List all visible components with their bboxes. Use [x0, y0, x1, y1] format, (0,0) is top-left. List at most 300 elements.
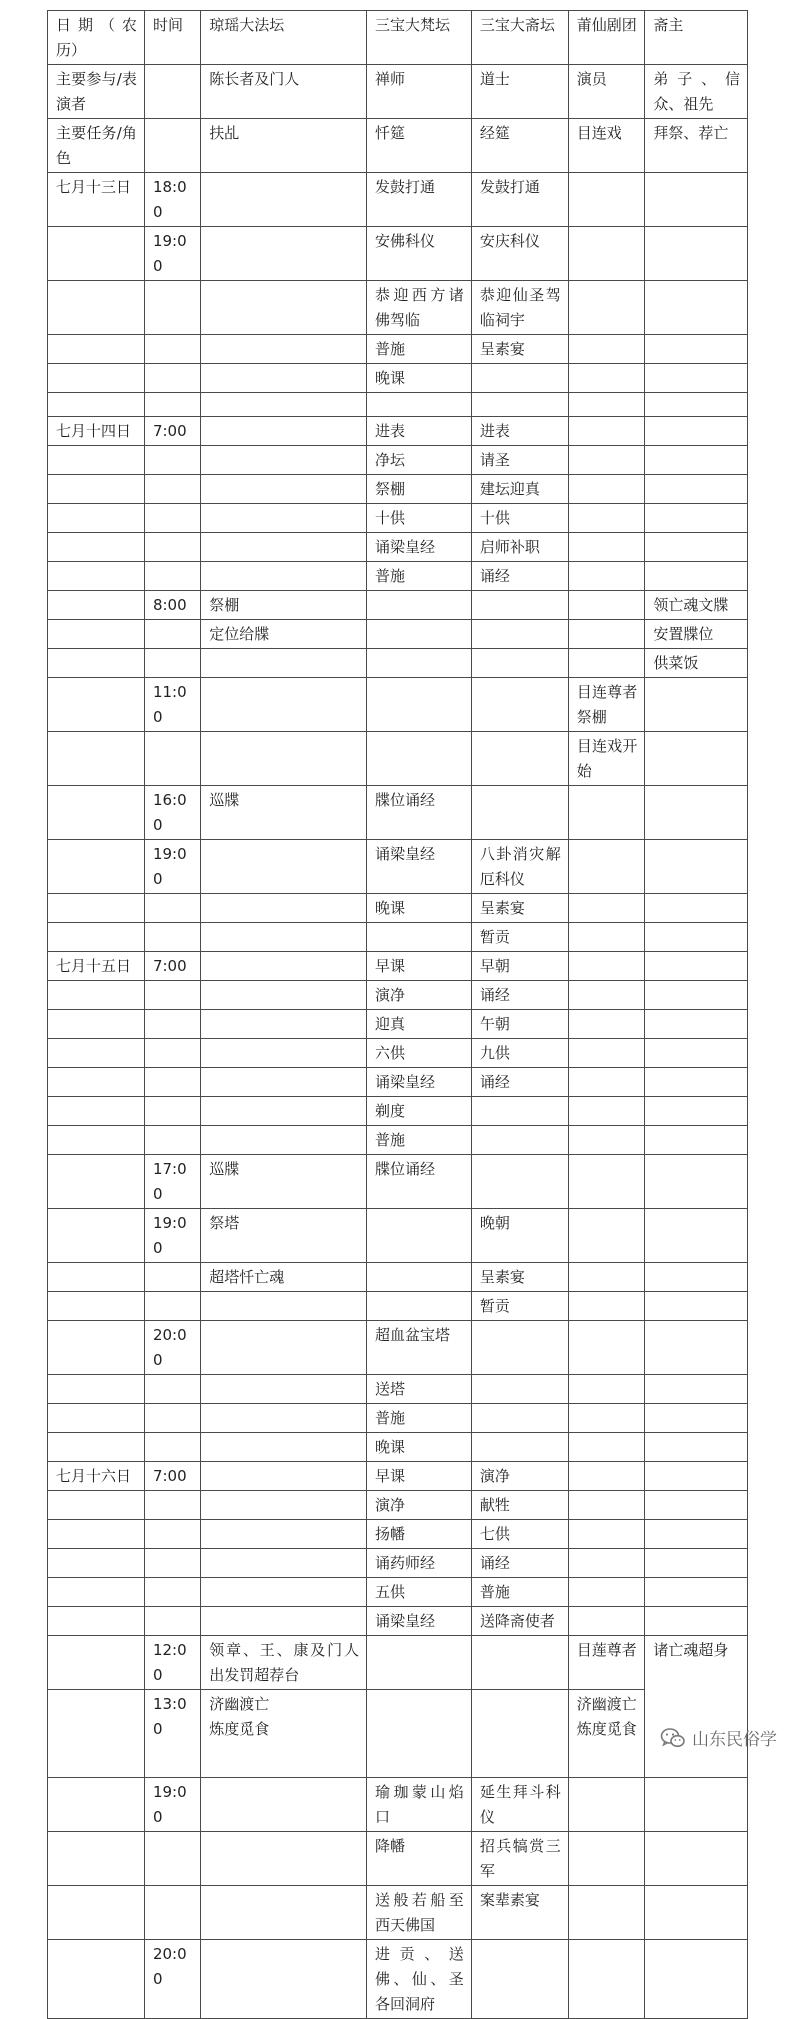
cell-time — [144, 1404, 200, 1433]
table-row — [48, 1375, 748, 1404]
cell-puxian-troupe — [568, 1520, 645, 1549]
cell-time — [144, 981, 200, 1010]
cell-qiongyao-altar — [201, 1010, 367, 1039]
cell-date — [48, 649, 145, 678]
cell-zhaitan-altar — [471, 1126, 568, 1155]
cell-date — [48, 1940, 145, 2019]
table-row — [48, 227, 748, 281]
cell-time — [144, 393, 200, 417]
cell-puxian-troupe — [568, 1292, 645, 1321]
cell-zhaitan-altar: 呈素宴 — [471, 894, 568, 923]
cell-puxian-troupe — [568, 1126, 645, 1155]
cell-qiongyao-altar — [201, 840, 367, 894]
cell-fantan-altar: 演净 — [366, 981, 471, 1010]
cell-qiongyao-altar — [201, 1068, 367, 1097]
cell-donor — [645, 1263, 748, 1292]
cell-time: 17:00 — [144, 1155, 200, 1209]
cell-time — [144, 1039, 200, 1068]
cell-donor: 拜祭、荐亡 — [645, 119, 748, 173]
table-row — [48, 732, 748, 786]
table-row — [48, 1097, 748, 1126]
cell-qiongyao-altar — [201, 1292, 367, 1321]
cell-time: 7:00 — [144, 1462, 200, 1491]
cell-qiongyao-altar: 陈长者及门人 — [201, 65, 367, 119]
table-row — [48, 894, 748, 923]
cell-donor — [645, 1375, 748, 1404]
cell-time: 11:00 — [144, 678, 200, 732]
cell-qiongyao-altar — [201, 281, 367, 335]
cell-puxian-troupe — [568, 173, 645, 227]
cell-puxian-troupe — [568, 981, 645, 1010]
table-row — [48, 1263, 748, 1292]
cell-puxian-troupe — [568, 562, 645, 591]
cell-date — [48, 1690, 145, 1778]
cell-date — [48, 1607, 145, 1636]
cell-qiongyao-altar: 定位给牒 — [201, 620, 367, 649]
cell-time: 20:00 — [144, 1321, 200, 1375]
cell-qiongyao-altar — [201, 417, 367, 446]
cell-fantan-altar — [366, 1263, 471, 1292]
cell-date — [48, 1549, 145, 1578]
cell-fantan-altar — [366, 620, 471, 649]
cell-fantan-altar: 祭棚 — [366, 475, 471, 504]
cell-donor — [645, 393, 748, 417]
table-row — [48, 1433, 748, 1462]
cell-donor — [645, 364, 748, 393]
cell-qiongyao-altar — [201, 446, 367, 475]
cell-date — [48, 591, 145, 620]
cell-fantan-altar: 送塔 — [366, 1375, 471, 1404]
cell-qiongyao-altar: 巡牒 — [201, 786, 367, 840]
cell-donor — [645, 1097, 748, 1126]
cell-puxian-troupe — [568, 1778, 645, 1832]
cell-qiongyao-altar: 超塔忏亡魂 — [201, 1263, 367, 1292]
table-row — [48, 1491, 748, 1520]
cell-zhaitan-altar — [471, 591, 568, 620]
cell-donor — [645, 1292, 748, 1321]
cell-date — [48, 678, 145, 732]
cell-time: 7:00 — [144, 952, 200, 981]
cell-qiongyao-altar: 祭棚 — [201, 591, 367, 620]
cell-time — [144, 1375, 200, 1404]
cell-zhaitan-altar — [471, 678, 568, 732]
cell-qiongyao-altar: 琼瑶大法坛 — [201, 11, 367, 65]
cell-donor — [645, 1462, 748, 1491]
cell-donor — [645, 1520, 748, 1549]
cell-time: 19:00 — [144, 1778, 200, 1832]
cell-zhaitan-altar — [471, 1940, 568, 2019]
cell-qiongyao-altar — [201, 1778, 367, 1832]
cell-zhaitan-altar: 诵经 — [471, 1549, 568, 1578]
cell-zhaitan-altar — [471, 1097, 568, 1126]
cell-donor — [645, 173, 748, 227]
cell-date — [48, 1520, 145, 1549]
cell-time: 12:00 — [144, 1636, 200, 1690]
cell-date — [48, 1578, 145, 1607]
cell-donor — [645, 504, 748, 533]
cell-puxian-troupe: 目连尊者祭棚 — [568, 678, 645, 732]
cell-puxian-troupe — [568, 1433, 645, 1462]
cell-qiongyao-altar — [201, 1097, 367, 1126]
cell-donor — [645, 1155, 748, 1209]
cell-time — [144, 1068, 200, 1097]
cell-donor — [645, 1321, 748, 1375]
cell-puxian-troupe — [568, 1321, 645, 1375]
cell-date — [48, 1097, 145, 1126]
cell-fantan-altar: 超血盆宝塔 — [366, 1321, 471, 1375]
cell-time — [144, 504, 200, 533]
cell-zhaitan-altar: 演净 — [471, 1462, 568, 1491]
cell-puxian-troupe — [568, 504, 645, 533]
cell-time — [144, 1520, 200, 1549]
cell-fantan-altar: 恭迎西方诸佛驾临 — [366, 281, 471, 335]
table-row — [48, 281, 748, 335]
cell-zhaitan-altar: 暂贡 — [471, 923, 568, 952]
cell-qiongyao-altar — [201, 1375, 367, 1404]
table-row — [48, 1886, 748, 1940]
cell-zhaitan-altar: 招兵犒赏三军 — [471, 1832, 568, 1886]
cell-time — [144, 1607, 200, 1636]
cell-fantan-altar — [366, 393, 471, 417]
cell-zhaitan-altar: 道士 — [471, 65, 568, 119]
cell-fantan-altar: 安佛科仪 — [366, 227, 471, 281]
cell-qiongyao-altar — [201, 1491, 367, 1520]
cell-donor — [645, 417, 748, 446]
cell-qiongyao-altar: 祭塔 — [201, 1209, 367, 1263]
cell-puxian-troupe — [568, 591, 645, 620]
cell-time — [144, 923, 200, 952]
table-row — [48, 591, 748, 620]
cell-time: 13:00 — [144, 1690, 200, 1778]
cell-qiongyao-altar: 济幽渡亡 炼度觅食 — [201, 1690, 367, 1778]
cell-zhaitan-altar: 暂贡 — [471, 1292, 568, 1321]
cell-donor — [645, 1940, 748, 2019]
cell-donor — [645, 1209, 748, 1263]
cell-donor — [645, 227, 748, 281]
table-row — [48, 620, 748, 649]
cell-date — [48, 1375, 145, 1404]
cell-donor — [645, 840, 748, 894]
cell-fantan-altar: 诵梁皇经 — [366, 1068, 471, 1097]
cell-qiongyao-altar — [201, 1607, 367, 1636]
cell-puxian-troupe — [568, 446, 645, 475]
cell-donor — [645, 923, 748, 952]
header-row — [48, 65, 748, 119]
cell-qiongyao-altar — [201, 1940, 367, 2019]
cell-zhaitan-altar — [471, 1375, 568, 1404]
cell-fantan-altar: 晚课 — [366, 894, 471, 923]
cell-time: 19:00 — [144, 227, 200, 281]
cell-zhaitan-altar: 诵经 — [471, 981, 568, 1010]
cell-donor — [645, 1491, 748, 1520]
cell-zhaitan-altar: 普施 — [471, 1578, 568, 1607]
cell-zhaitan-altar — [471, 364, 568, 393]
cell-puxian-troupe — [568, 1886, 645, 1940]
cell-fantan-altar: 诵药师经 — [366, 1549, 471, 1578]
cell-date: 日期（农历） — [48, 11, 145, 65]
cell-zhaitan-altar: 午朝 — [471, 1010, 568, 1039]
watermark-text: 山东民俗学 — [692, 1730, 777, 1750]
cell-qiongyao-altar — [201, 227, 367, 281]
cell-date — [48, 1433, 145, 1462]
cell-donor — [645, 894, 748, 923]
table-row — [48, 1155, 748, 1209]
cell-date — [48, 1209, 145, 1263]
cell-qiongyao-altar: 领章、王、康及门人出发罚超荐台 — [201, 1636, 367, 1690]
table-row — [48, 649, 748, 678]
cell-qiongyao-altar — [201, 393, 367, 417]
cell-date — [48, 1491, 145, 1520]
cell-fantan-altar: 三宝大梵坛 — [366, 11, 471, 65]
cell-puxian-troupe — [568, 840, 645, 894]
cell-fantan-altar — [366, 732, 471, 786]
wechat-icon — [660, 1727, 686, 1749]
cell-time — [144, 281, 200, 335]
cell-fantan-altar: 忏筵 — [366, 119, 471, 173]
cell-donor — [645, 533, 748, 562]
table-row — [48, 1549, 748, 1578]
cell-puxian-troupe: 济幽渡亡 炼度觅食 — [568, 1690, 645, 1778]
cell-time: 时间 — [144, 11, 200, 65]
cell-donor — [645, 1549, 748, 1578]
cell-zhaitan-altar: 九供 — [471, 1039, 568, 1068]
cell-date — [48, 446, 145, 475]
cell-fantan-altar: 十供 — [366, 504, 471, 533]
cell-qiongyao-altar — [201, 1549, 367, 1578]
table-row — [48, 840, 748, 894]
cell-fantan-altar: 进贡、送佛、仙、圣各回洞府 — [366, 1940, 471, 2019]
cell-time — [144, 649, 200, 678]
table-row — [48, 1209, 748, 1263]
cell-qiongyao-altar: 巡牒 — [201, 1155, 367, 1209]
cell-qiongyao-altar — [201, 1321, 367, 1375]
table-row — [48, 562, 748, 591]
table-row — [48, 678, 748, 732]
cell-puxian-troupe — [568, 227, 645, 281]
cell-zhaitan-altar: 十供 — [471, 504, 568, 533]
cell-qiongyao-altar — [201, 1578, 367, 1607]
cell-fantan-altar — [366, 923, 471, 952]
table-row — [48, 1010, 748, 1039]
cell-donor: 弟子、信众、祖先 — [645, 65, 748, 119]
cell-date: 七月十三日 — [48, 173, 145, 227]
table-row — [48, 1126, 748, 1155]
cell-puxian-troupe — [568, 649, 645, 678]
cell-donor — [645, 335, 748, 364]
table-row — [48, 364, 748, 393]
cell-time — [144, 533, 200, 562]
cell-puxian-troupe — [568, 1263, 645, 1292]
cell-puxian-troupe — [568, 1209, 645, 1263]
cell-time — [144, 1433, 200, 1462]
table-row — [48, 1940, 748, 2019]
table-row — [48, 786, 748, 840]
cell-time — [144, 1097, 200, 1126]
cell-qiongyao-altar — [201, 504, 367, 533]
table-row — [48, 1321, 748, 1375]
cell-donor: 诸亡魂超身 — [645, 1636, 748, 1778]
cell-donor: 安置牒位 — [645, 620, 748, 649]
cell-fantan-altar: 诵梁皇经 — [366, 840, 471, 894]
cell-fantan-altar: 普施 — [366, 562, 471, 591]
cell-donor — [645, 281, 748, 335]
cell-puxian-troupe — [568, 393, 645, 417]
cell-qiongyao-altar: 扶乩 — [201, 119, 367, 173]
cell-donor — [645, 1886, 748, 1940]
cell-date — [48, 1068, 145, 1097]
cell-qiongyao-altar — [201, 1404, 367, 1433]
cell-zhaitan-altar: 呈素宴 — [471, 335, 568, 364]
cell-qiongyao-altar — [201, 1433, 367, 1462]
header-row — [48, 119, 748, 173]
cell-time: 19:00 — [144, 1209, 200, 1263]
cell-date: 主要任务/角色 — [48, 119, 145, 173]
cell-time — [144, 364, 200, 393]
cell-zhaitan-altar — [471, 393, 568, 417]
cell-zhaitan-altar: 发鼓打通 — [471, 173, 568, 227]
cell-puxian-troupe — [568, 1832, 645, 1886]
cell-date: 七月十六日 — [48, 1462, 145, 1491]
cell-fantan-altar — [366, 591, 471, 620]
cell-date — [48, 533, 145, 562]
table-row — [48, 1292, 748, 1321]
cell-time — [144, 475, 200, 504]
cell-fantan-altar: 瑜珈蒙山焰口 — [366, 1778, 471, 1832]
cell-puxian-troupe — [568, 923, 645, 952]
cell-fantan-altar: 牒位诵经 — [366, 1155, 471, 1209]
cell-time — [144, 1578, 200, 1607]
cell-fantan-altar: 晚课 — [366, 364, 471, 393]
cell-time: 19:00 — [144, 840, 200, 894]
cell-qiongyao-altar — [201, 952, 367, 981]
cell-zhaitan-altar: 三宝大斋坛 — [471, 11, 568, 65]
cell-time — [144, 620, 200, 649]
table-row — [48, 1520, 748, 1549]
cell-time: 7:00 — [144, 417, 200, 446]
table-row — [48, 1778, 748, 1832]
cell-donor — [645, 1039, 748, 1068]
cell-fantan-altar: 送般若船至西天佛国 — [366, 1886, 471, 1940]
cell-puxian-troupe — [568, 417, 645, 446]
cell-time: 20:00 — [144, 1940, 200, 2019]
cell-date — [48, 475, 145, 504]
watermark — [660, 1725, 777, 1750]
cell-puxian-troupe — [568, 335, 645, 364]
cell-date: 七月十五日 — [48, 952, 145, 981]
cell-zhaitan-altar: 晚朝 — [471, 1209, 568, 1263]
cell-fantan-altar: 诵梁皇经 — [366, 533, 471, 562]
cell-zhaitan-altar: 延生拜斗科仪 — [471, 1778, 568, 1832]
cell-fantan-altar: 普施 — [366, 1404, 471, 1433]
table-row — [48, 504, 748, 533]
cell-time — [144, 1126, 200, 1155]
cell-date: 七月十四日 — [48, 417, 145, 446]
cell-time — [144, 894, 200, 923]
cell-fantan-altar: 普施 — [366, 1126, 471, 1155]
cell-puxian-troupe — [568, 1462, 645, 1491]
cell-puxian-troupe — [568, 1375, 645, 1404]
cell-donor — [645, 475, 748, 504]
cell-donor — [645, 562, 748, 591]
cell-puxian-troupe — [568, 786, 645, 840]
cell-date — [48, 1321, 145, 1375]
cell-zhaitan-altar — [471, 620, 568, 649]
cell-time — [144, 1263, 200, 1292]
cell-qiongyao-altar — [201, 533, 367, 562]
cell-puxian-troupe — [568, 894, 645, 923]
table-row — [48, 1636, 748, 1690]
cell-puxian-troupe — [568, 533, 645, 562]
cell-zhaitan-altar: 早朝 — [471, 952, 568, 981]
cell-puxian-troupe — [568, 364, 645, 393]
cell-time — [144, 1549, 200, 1578]
cell-fantan-altar: 降幡 — [366, 1832, 471, 1886]
cell-qiongyao-altar — [201, 678, 367, 732]
table-row — [48, 1039, 748, 1068]
cell-fantan-altar — [366, 678, 471, 732]
cell-zhaitan-altar: 送降斋使者 — [471, 1607, 568, 1636]
cell-date — [48, 1404, 145, 1433]
cell-zhaitan-altar: 八卦消灾解厄科仪 — [471, 840, 568, 894]
cell-zhaitan-altar: 献牲 — [471, 1491, 568, 1520]
cell-zhaitan-altar: 诵经 — [471, 1068, 568, 1097]
cell-date — [48, 562, 145, 591]
cell-donor — [645, 1010, 748, 1039]
cell-date — [48, 1886, 145, 1940]
table-row — [48, 1578, 748, 1607]
cell-puxian-troupe — [568, 1940, 645, 2019]
cell-date — [48, 227, 145, 281]
cell-fantan-altar — [366, 1292, 471, 1321]
cell-donor: 领亡魂文牒 — [645, 591, 748, 620]
cell-donor — [645, 1832, 748, 1886]
cell-date — [48, 1832, 145, 1886]
cell-qiongyao-altar — [201, 335, 367, 364]
cell-zhaitan-altar: 诵经 — [471, 562, 568, 591]
cell-time — [144, 1292, 200, 1321]
cell-date — [48, 981, 145, 1010]
cell-puxian-troupe — [568, 1097, 645, 1126]
cell-fantan-altar: 净坛 — [366, 446, 471, 475]
cell-zhaitan-altar: 请圣 — [471, 446, 568, 475]
cell-time — [144, 562, 200, 591]
cell-qiongyao-altar — [201, 1462, 367, 1491]
cell-time: 16:00 — [144, 786, 200, 840]
cell-puxian-troupe — [568, 952, 645, 981]
cell-zhaitan-altar: 安庆科仪 — [471, 227, 568, 281]
cell-qiongyao-altar — [201, 562, 367, 591]
cell-puxian-troupe — [568, 1549, 645, 1578]
cell-donor — [645, 678, 748, 732]
cell-zhaitan-altar: 启师补职 — [471, 533, 568, 562]
cell-fantan-altar: 进表 — [366, 417, 471, 446]
table-row — [48, 335, 748, 364]
cell-zhaitan-altar: 恭迎仙圣驾临祠宇 — [471, 281, 568, 335]
cell-fantan-altar: 普施 — [366, 335, 471, 364]
cell-donor — [645, 1778, 748, 1832]
cell-date — [48, 281, 145, 335]
cell-time — [144, 1886, 200, 1940]
cell-fantan-altar: 早课 — [366, 1462, 471, 1491]
cell-zhaitan-altar — [471, 1433, 568, 1462]
cell-zhaitan-altar: 案辈素宴 — [471, 1886, 568, 1940]
cell-qiongyao-altar — [201, 1886, 367, 1940]
cell-puxian-troupe — [568, 1491, 645, 1520]
cell-zhaitan-altar — [471, 1636, 568, 1690]
table-row — [48, 1690, 748, 1778]
cell-qiongyao-altar — [201, 894, 367, 923]
table-row — [48, 1404, 748, 1433]
